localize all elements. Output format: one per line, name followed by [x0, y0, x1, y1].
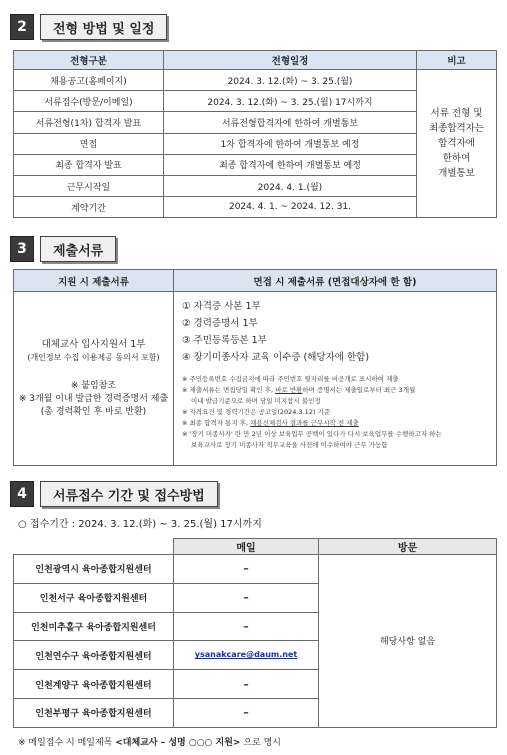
visit-cell: 해당사항 없음 — [319, 555, 497, 728]
doc-note: ※ 자격요건 및 경력기간은 공고일(2024.3.12) 기준 — [182, 408, 331, 416]
mail-cell: – — [174, 555, 319, 584]
schedule-table — [13, 50, 497, 218]
interview-docs — [174, 292, 497, 466]
doc-note: ※ '장기 미종사자' 란 만 2년 이상 보육업무 공백이 있다가 다시 보육업무를 수행하고자 하는 — [182, 430, 442, 438]
intake-table — [13, 538, 497, 728]
intake-period: ○ 접수기간 : 2024. 3. 12.(화) ~ 3. 25.(월) 17시까지 — [18, 519, 262, 530]
intake-header-visit: 방문 — [319, 539, 497, 555]
section-2-number: 2 — [10, 14, 34, 40]
mail-cell: – — [174, 670, 319, 699]
section-3-number: 3 — [10, 236, 34, 262]
schedule-cell: 서류전형합격자에 한하여 개별통보 — [164, 112, 417, 133]
mail-cell: – — [174, 612, 319, 641]
doc-note: ※ 최종 합격자 통지 후, 채용신체검사 결과를 근무시작 전 제출 — [182, 419, 359, 427]
center-name: 인천미추홀구 육아종합지원센터 — [14, 612, 174, 641]
email-link[interactable]: ysanakcare@daum.net — [194, 650, 298, 660]
intake-header-mail: 메일 — [174, 539, 319, 555]
center-name: 인천광역시 육아종합지원센터 — [14, 555, 174, 584]
mail-cell — [174, 641, 319, 670]
stage-cell: 서류접수(방문/이메일) — [14, 91, 164, 112]
schedule-cell: 최종 합격자에 한하여 개별통보 예정 — [164, 154, 417, 175]
list-item: ② 경력증명서 1부 — [182, 318, 258, 329]
doc-note: 보육교사로 장기 미종사자 직무교육을 사전에 이수하여야 근무 가능함 — [191, 441, 388, 449]
stage-cell: 서류전형(1차) 합격자 발표 — [14, 112, 164, 133]
center-name: 인천연수구 육아종합지원센터 — [14, 641, 174, 670]
schedule-header-note: 비고 — [417, 51, 497, 70]
schedule-cell: 2024. 4. 1.(월) — [164, 175, 417, 196]
schedule-header-stage: 전형구분 — [14, 51, 164, 70]
section-2-header — [10, 14, 167, 40]
doc-note: ※ 주민등록번호 수집금지에 따라 주민번호 뒷자리를 비공개로 표시하여 제출 — [182, 375, 399, 383]
section-4-title: 서류접수 기간 및 접수방법 — [40, 481, 218, 507]
section-2-title: 전형 방법 및 일정 — [40, 14, 167, 40]
doc-note: 이내 발급기준으로 하며 당일 미지참시 불인정 — [191, 397, 321, 405]
mail-subject-note: ※ 메일접수 시 메일제목 <대체교사 – 성명 ○○○ 지원> 으로 명시 — [18, 738, 281, 748]
schedule-cell: 1차 합격자에 한하여 개별통보 예정 — [164, 133, 417, 154]
stage-cell: 채용공고(홈페이지) — [14, 70, 164, 91]
documents-table — [13, 269, 497, 466]
list-item: ④ 장기미종사자 교육 이수증 (해당자에 한함) — [182, 352, 370, 363]
stage-cell: 최종 합격자 발표 — [14, 154, 164, 175]
mail-cell: – — [174, 583, 319, 612]
stage-cell: 계약기간 — [14, 197, 164, 218]
docs-header-apply: 지원 시 제출서류 — [14, 270, 174, 292]
docs-header-interview: 면접 시 제출서류 (면접대상자에 한 함) — [174, 270, 497, 292]
table-row — [14, 555, 497, 584]
section-3-header — [10, 236, 116, 262]
section-3-title: 제출서류 — [40, 236, 116, 262]
application-docs: 대체교사 입사지원서 1부 (개인정보 수집 이용제공 동의서 포함) ※ 붙임참조 ※ 3개월 이내 발급한 경력증명서 제출 (총 경력확인 후 바로 반환) — [14, 292, 174, 466]
table-row — [14, 70, 497, 91]
schedule-cell: 2024. 4. 1. ~ 2024. 12. 31. — [164, 197, 417, 218]
section-4-header — [10, 481, 218, 507]
center-name: 인천계양구 육아종합지원센터 — [14, 670, 174, 699]
schedule-note: 서류 전형 및 최종합격자는 합격자에 한하여 개별통보 — [417, 70, 497, 218]
schedule-cell: 2024. 3. 12.(화) ~ 3. 25.(월) — [164, 70, 417, 91]
list-item: ③ 주민등록등본 1부 — [182, 335, 267, 346]
schedule-cell: 2024. 3. 12.(화) ~ 3. 25.(월) 17시까지 — [164, 91, 417, 112]
center-name: 인천부평구 육아종합지원센터 — [14, 698, 174, 727]
doc-note: ※ 제출서류는 면접당일 확인 후, 바로 반환하며 증명서는 제출일로부터 최근 3개월 — [182, 386, 416, 394]
schedule-header-schedule: 전형일정 — [164, 51, 417, 70]
list-item: ① 자격증 사본 1부 — [182, 301, 261, 312]
intake-header-blank — [14, 539, 174, 555]
stage-cell: 근무시작일 — [14, 175, 164, 196]
mail-cell: – — [174, 698, 319, 727]
section-4-number: 4 — [10, 481, 34, 507]
stage-cell: 면접 — [14, 133, 164, 154]
center-name: 인천서구 육아종합지원센터 — [14, 583, 174, 612]
